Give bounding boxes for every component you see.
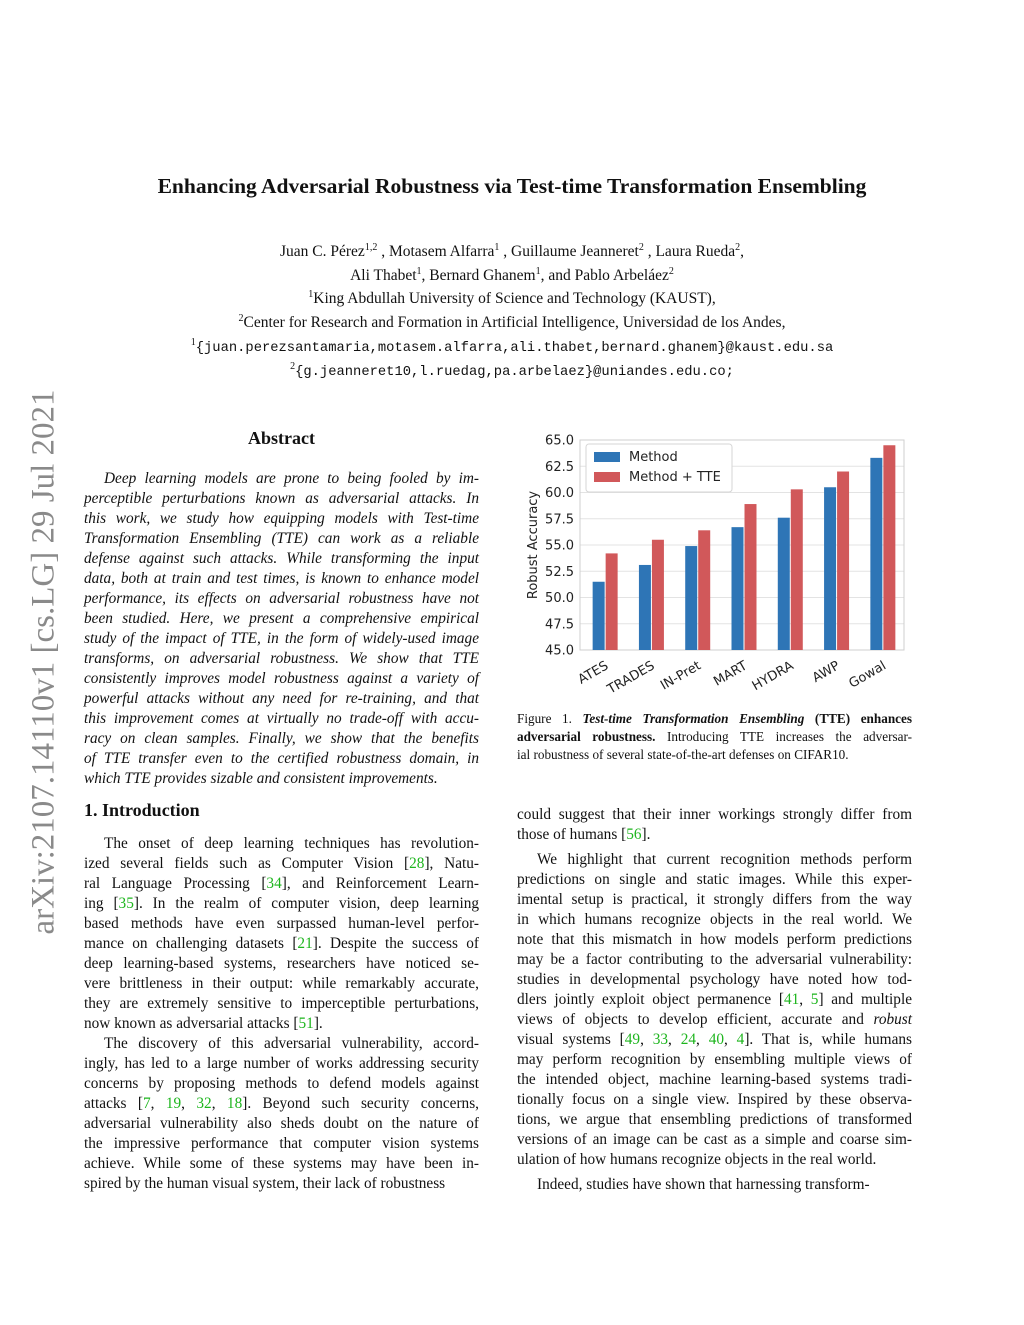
text-line [517,1175,912,1195]
text-segment: views of objects to develop efficient, accurate and [517,1011,874,1028]
text-segment: , [150,1095,166,1112]
text-segment: ]. [641,826,651,843]
text-segment: achieve. While some of these systems may have been in- [84,1155,479,1172]
text-segment: imental setup is practical, it strongly differs from the way [517,891,912,908]
text-segment: predictions on single and static images. While this exper- [517,871,912,888]
affiliation-1: $^1$King Abdullah University of Science and Technology (KAUST), [308,288,716,307]
x-tick-label: MART [711,658,750,690]
abstract-line: racy on clean samples. Finally, we show that the benefits [84,730,479,747]
x-tick-label: ATES [575,658,612,688]
caption-line [517,728,912,746]
abstract-heading: Abstract [248,428,315,448]
abstract-line: Deep learning models are prone to being fooled by im- [104,470,479,487]
text-segment: The onset of deep learning techniques has revolution- [104,835,479,852]
bar-method-tte-trades [652,540,664,650]
abstract-line: transforms, on adversarial robustness. We show that TTE [84,650,479,667]
arxiv-margin-stamp: arXiv:2107.14110v1 [cs.LG] 29 Jul 2021 [25,389,62,935]
y-tick-label: 45.0 [545,643,574,659]
text-line [517,850,912,870]
bar-method-awp [824,487,836,650]
text-segment: , [668,1031,681,1048]
text-line [84,934,479,954]
citation-link[interactable]: 28 [409,855,425,872]
text-segment: could suggest that their inner workings strongly differ from [517,806,912,823]
text-segment: adversarial vulnerability also sheds doubt on the nature of [84,1115,479,1132]
text-segment: , [640,1031,653,1048]
text-segment: those of humans [ [517,826,627,843]
text-line [517,890,912,910]
intro-paragraph-4 [517,850,912,1170]
email-line-2: $^2${g.jeanneret10,l.ruedag,pa.arbelaez}@uniandes.edu.co; [290,360,734,380]
text-line [517,950,912,970]
text-segment: ing [ [84,895,119,912]
caption-segment: ial robustness of several state-of-the-art defenses on CIFAR10. [517,747,849,762]
bar-method-tte-hydra [791,489,803,650]
text-line [517,1050,912,1070]
text-segment: , [211,1095,227,1112]
text-segment: may perform recognition by ensembling multiple views of [517,1051,912,1068]
text-line [84,874,479,894]
text-segment: concerns by proposing methods to defend models against [84,1075,479,1092]
abstract-line: consistently improves model robustness against a variety of [84,670,479,687]
text-line [517,990,912,1010]
legend-label-method: Method [629,450,678,465]
text-line [84,974,479,994]
bar-method-trades [639,565,651,650]
text-segment: versions of an image can be cast as a simple and coarse sim- [517,1131,912,1148]
text-segment: ]. In the realm of computer vision, deep learning [133,895,479,912]
text-segment: they are extremely sensitive to imperceptible perturbations, [84,995,479,1012]
text-segment: studies in developmental psychology have noted how tod- [517,971,912,988]
x-tick-label: HYDRA [749,658,797,695]
x-tick-label: TRADES [605,658,658,698]
bar-method-in-pret [685,546,697,650]
y-tick-label: 55.0 [545,538,574,554]
text-segment: tionally focus on a single view. Inspired by these observa- [517,1091,912,1108]
text-segment: visual systems [ [517,1031,625,1048]
intro-paragraph-2 [84,1034,479,1194]
x-tick-label: Gowal [846,658,889,692]
text-line [517,870,912,890]
text-segment: ], Natu- [424,855,479,872]
y-tick-label: 52.5 [545,564,574,580]
text-line [517,1010,912,1030]
abstract-line: study of the impact of TTE, in the form of widely-used image [84,630,479,647]
x-tick-label: AWP [810,658,843,686]
bar-chart-svg [516,426,912,706]
text-segment: Indeed, studies have shown that harnessing transform- [537,1176,870,1193]
citation-link[interactable]: 4 [736,1031,745,1048]
abstract-line: data, both at train and test times, is known to enhance model [84,570,479,587]
citation-link[interactable]: 51 [298,1015,314,1032]
legend-swatch-method-tte [594,472,620,482]
text-segment: in which humans recognize objects in the real world. We [517,911,912,928]
text-line [84,894,479,914]
text-segment: , [181,1095,197,1112]
caption-segment: Introducing TTE increases the adversar- [655,729,912,744]
bar-method-tte-ates [606,553,618,650]
text-line [84,1114,479,1134]
y-tick-label: 57.5 [545,512,574,528]
text-line [84,954,479,974]
introduction-heading: 1. Introduction [84,800,200,820]
text-segment: the intended object, machine learning-based systems tradi- [517,1071,912,1088]
text-segment: may be a factor contributing to the adversarial vulnerability: [517,951,912,968]
text-line [517,970,912,990]
text-segment: We highlight that current recognition methods perform [537,851,912,868]
text-line [517,1030,912,1050]
text-line [84,1034,479,1054]
y-tick-label: 47.5 [545,617,574,633]
text-line [84,854,479,874]
text-line [517,930,912,950]
text-line [517,1070,912,1090]
citation-link[interactable]: 56 [626,826,642,843]
intro-paragraph-5 [517,1175,912,1195]
text-segment: now known as adversarial attacks [ [84,1015,299,1032]
bar-method-tte-in-pret [698,530,710,650]
figure-1-chart [516,426,912,711]
text-segment: ] and multiple [818,991,912,1008]
abstract-line: perceptible perturbations known as adversarial attacks. In [84,490,479,507]
text-line [84,1054,479,1074]
citation-link[interactable]: 35 [118,895,134,912]
text-line [84,1174,479,1194]
text-segment: ]. Beyond such security concerns, [242,1095,479,1112]
text-segment: ral Language Processing [ [84,875,267,892]
y-axis-label: Robust Accuracy [526,490,541,600]
abstract-body [84,469,479,789]
text-line [84,914,479,934]
caption-segment: (TTE) enhances [804,711,912,726]
x-tick-label: IN-Pret [658,658,704,694]
bar-method-gowal [870,458,882,650]
affiliation-2: $^2$Center for Research and Formation in Artificial Intelligence, Universidad de los Andes, [238,312,786,331]
abstract-line: defense against such attacks. While transforming the input [84,550,479,567]
y-tick-label: 50.0 [545,591,574,606]
emphasis-text: robust [873,1011,912,1028]
y-tick-label: 65.0 [545,433,574,449]
text-line [517,825,912,845]
legend-label-method-tte: Method + TTE [629,470,721,485]
text-line [517,1090,912,1110]
bar-method-tte-gowal [883,445,895,650]
text-line [84,834,479,854]
bar-method-hydra [778,518,790,650]
text-segment: , [696,1031,709,1048]
text-segment: ]. Despite the success of [312,935,479,952]
citation-link[interactable]: 40 [708,1031,724,1048]
intro-paragraph-3 [517,805,912,845]
text-segment: mance on challenging datasets [ [84,935,298,952]
caption-segment: Test-time Transformation Ensembling [582,711,805,726]
abstract-line: performance, its effects on adversarial robustness have not [84,590,479,607]
paper-title: Enhancing Adversarial Robustness via Test-time Transformation Ensembling [157,174,867,198]
author-line-1: Juan C. Pérez$^{1,2}$ , Motasem Alfarra$^1$ , Guillaume Jeanneret$^2$ , Laura Rueda$^2$, [280,241,744,260]
y-tick-label: 62.5 [545,459,574,475]
abstract-line: been studied. Here, we present a comprehensive empirical [84,610,479,627]
text-segment: attacks [ [84,1095,143,1112]
abstract-line: which TTE provides sizable and consistent improvements. [84,770,438,787]
text-segment: , [723,1031,737,1048]
citation-link[interactable]: 24 [680,1031,697,1048]
text-segment: ]. That is, while humans [744,1031,912,1048]
text-segment: ], and Reinforcement Learn- [281,875,479,892]
citation-link[interactable]: 34 [266,875,282,892]
citation-link[interactable]: 19 [165,1095,182,1112]
text-segment: The discovery of this adversarial vulnerability, accord- [104,1035,479,1052]
text-line [84,1134,479,1154]
abstract-line: this improvement comes at virtually no trade-off with accu- [84,710,479,727]
text-segment: dlers jointly exploit object permanence [ [517,991,784,1008]
abstract-line: this work, we study how equipping models with Test-time [84,510,479,527]
bar-method-tte-mart [745,504,757,650]
legend-swatch-method [594,452,620,462]
citation-link[interactable]: 49 [624,1031,641,1048]
citation-link[interactable]: 33 [652,1031,669,1048]
text-segment: note that this mismatch in how models perform predictions [517,931,912,948]
citation-link[interactable]: 5 [810,991,819,1008]
email-line-1: $^1${juan.perezsantamaria,motasem.alfarra,ali.thabet,bernard.ghanem}@kaust.edu.sa [190,336,834,356]
text-line [517,1110,912,1130]
text-line [84,1014,479,1034]
figure-1-caption [517,710,912,764]
text-line [84,1154,479,1174]
citation-link[interactable]: 18 [226,1095,243,1112]
abstract-line: Transformation Ensembling (TTE) can work as a reliable [84,530,479,547]
text-segment: ]. [313,1015,323,1032]
text-line [517,1130,912,1150]
text-line [517,805,912,825]
citation-link[interactable]: 41 [783,991,800,1008]
caption-segment: adversarial robustness. [517,729,656,744]
bar-method-mart [732,527,744,650]
text-line [517,910,912,930]
text-line [84,1074,479,1094]
text-segment: ized several fields such as Computer Vision [ [84,855,410,872]
y-tick-label: 60.0 [545,486,574,501]
text-segment: vere brittleness in their output: while remarkably accurate, [84,975,479,992]
chart-legend [586,444,732,492]
bar-method-ates [593,582,605,650]
intro-paragraph-1 [84,834,479,1034]
text-segment: ulation of how humans recognize objects in the real world. [517,1151,877,1168]
abstract-line: of TTE transfer even to the certified robustness domain, in [84,750,479,767]
text-segment: , [799,991,811,1008]
text-segment: ingly, has led to a large number of works addressing security [84,1055,479,1072]
abstract-line: powerful attacks without any need for re-training, and that [84,690,479,707]
author-line-2: Ali Thabet$^1$, Bernard Ghanem$^1$, and Pablo Arbeláez$^2$ [350,265,674,284]
text-segment: spired by the human visual system, their lack of robustness [84,1175,446,1192]
caption-line [517,746,912,764]
text-line [84,994,479,1014]
citation-link[interactable]: 21 [297,935,313,952]
citation-link[interactable]: 32 [196,1095,212,1112]
text-line [84,1094,479,1114]
text-segment: the impressive performance that computer vision systems [84,1135,479,1152]
caption-segment: Figure 1. [517,711,583,726]
caption-line [517,710,912,728]
text-line [517,1150,912,1170]
citation-link[interactable]: 7 [142,1095,151,1112]
bar-method-tte-awp [837,472,849,651]
text-segment: tions, we argue that ensembling predictions of transformed [517,1111,912,1128]
text-segment: deep learning-based systems, researchers have noticed se- [84,955,479,972]
text-segment: based methods have even surpassed human-level perfor- [84,915,479,932]
